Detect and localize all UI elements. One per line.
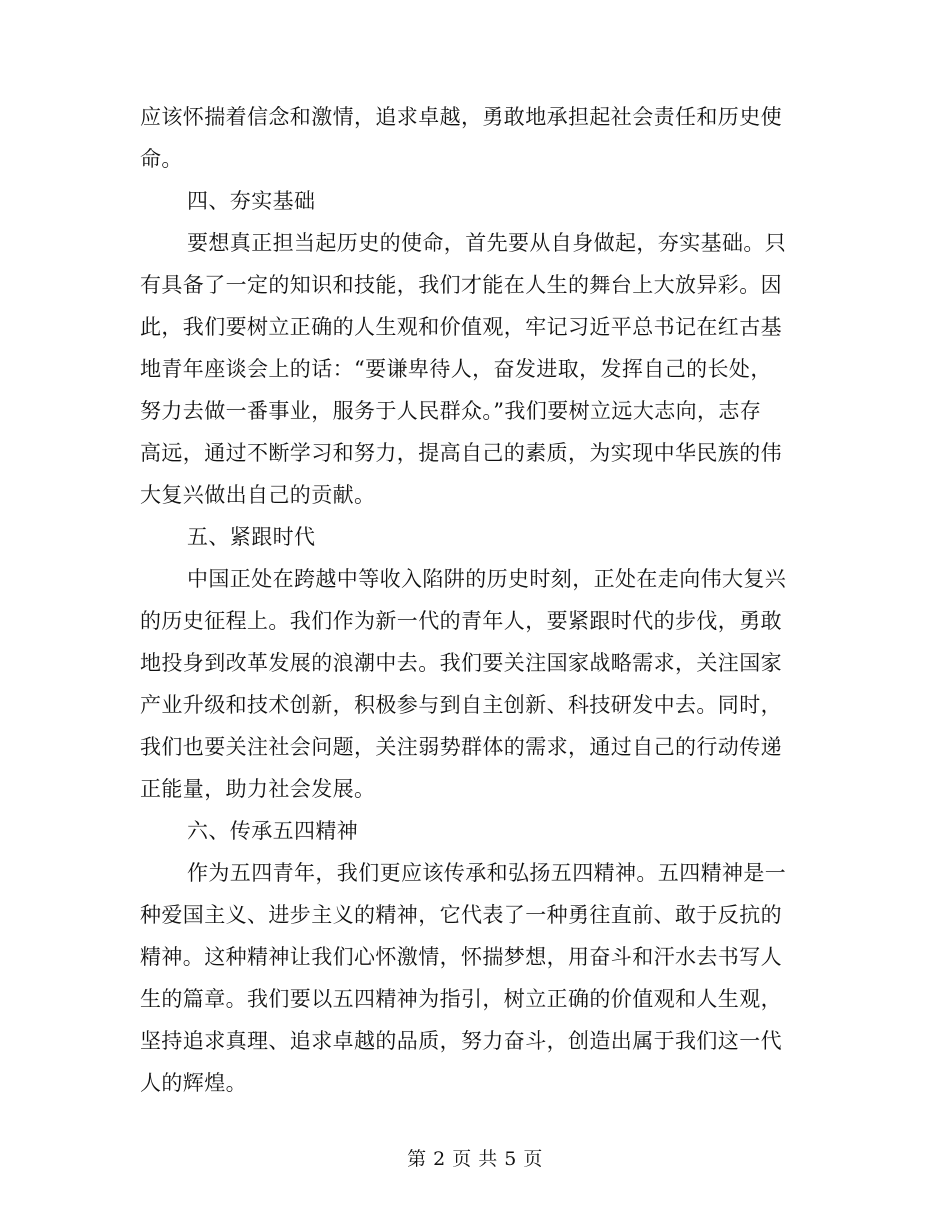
- text-line: 命。: [140, 147, 183, 171]
- text-line: 四、夯实基础: [187, 189, 316, 213]
- text-line: 人的辉煌。: [140, 1071, 247, 1095]
- text-line: 种爱国主义、进步主义的精神，它代表了一种勇往直前、敢于反抗的: [140, 903, 782, 927]
- document-body: [140, 96, 808, 1104]
- text-line: 地青年座谈会上的话：“要谦卑待人，奋发进取，发挥自己的长处，: [140, 357, 772, 381]
- text-line: 有具备了一定的知识和技能，我们才能在人生的舞台上大放异彩。因: [140, 273, 782, 297]
- text-line: 产业升级和技术创新，积极参与到自主创新、科技研发中去。同时，: [140, 693, 782, 717]
- text-line: 的历史征程上。我们作为新一代的青年人，要紧跟时代的步伐，勇敢: [140, 609, 782, 633]
- text-line: 应该怀揣着信念和激情，追求卓越，勇敢地承担起社会责任和历史使: [140, 105, 782, 129]
- text-line: 此，我们要树立正确的人生观和价值观，牢记习近平总书记在红古基: [140, 315, 782, 339]
- text-line: 五、紧跟时代: [187, 525, 316, 549]
- text-line: 我们也要关注社会问题，关注弱势群体的需求，通过自己的行动传递: [140, 735, 782, 759]
- text-line: 六、传承五四精神: [187, 819, 359, 843]
- text-line: 中国正处在跨越中等收入陷阱的历史时刻，正处在走向伟大复兴: [187, 567, 787, 591]
- page-footer: 第 2 页 共 5 页: [407, 1148, 543, 1170]
- text-line: 生的篇章。我们要以五四精神为指引，树立正确的价值观和人生观，: [140, 987, 782, 1011]
- text-line: 高远，通过不断学习和努力，提高自己的素质，为实现中华民族的伟: [140, 441, 782, 465]
- text-line: 作为五四青年，我们更应该传承和弘扬五四精神。五四精神是一: [187, 861, 787, 885]
- text-line: 正能量，助力社会发展。: [140, 777, 376, 801]
- text-line: 努力去做一番事业，服务于人民群众。”我们要树立远大志向，志存: [140, 399, 762, 423]
- text-line: 精神。这种精神让我们心怀激情，怀揣梦想，用奋斗和汗水去书写人: [140, 945, 782, 969]
- text-line: 要想真正担当起历史的使命，首先要从自身做起，夯实基础。只: [187, 231, 787, 255]
- text-line: 地投身到改革发展的浪潮中去。我们要关注国家战略需求，关注国家: [140, 651, 782, 675]
- text-line: 坚持追求真理、追求卓越的品质，努力奋斗，创造出属于我们这一代: [140, 1029, 782, 1053]
- text-line: 大复兴做出自己的贡献。: [140, 483, 376, 507]
